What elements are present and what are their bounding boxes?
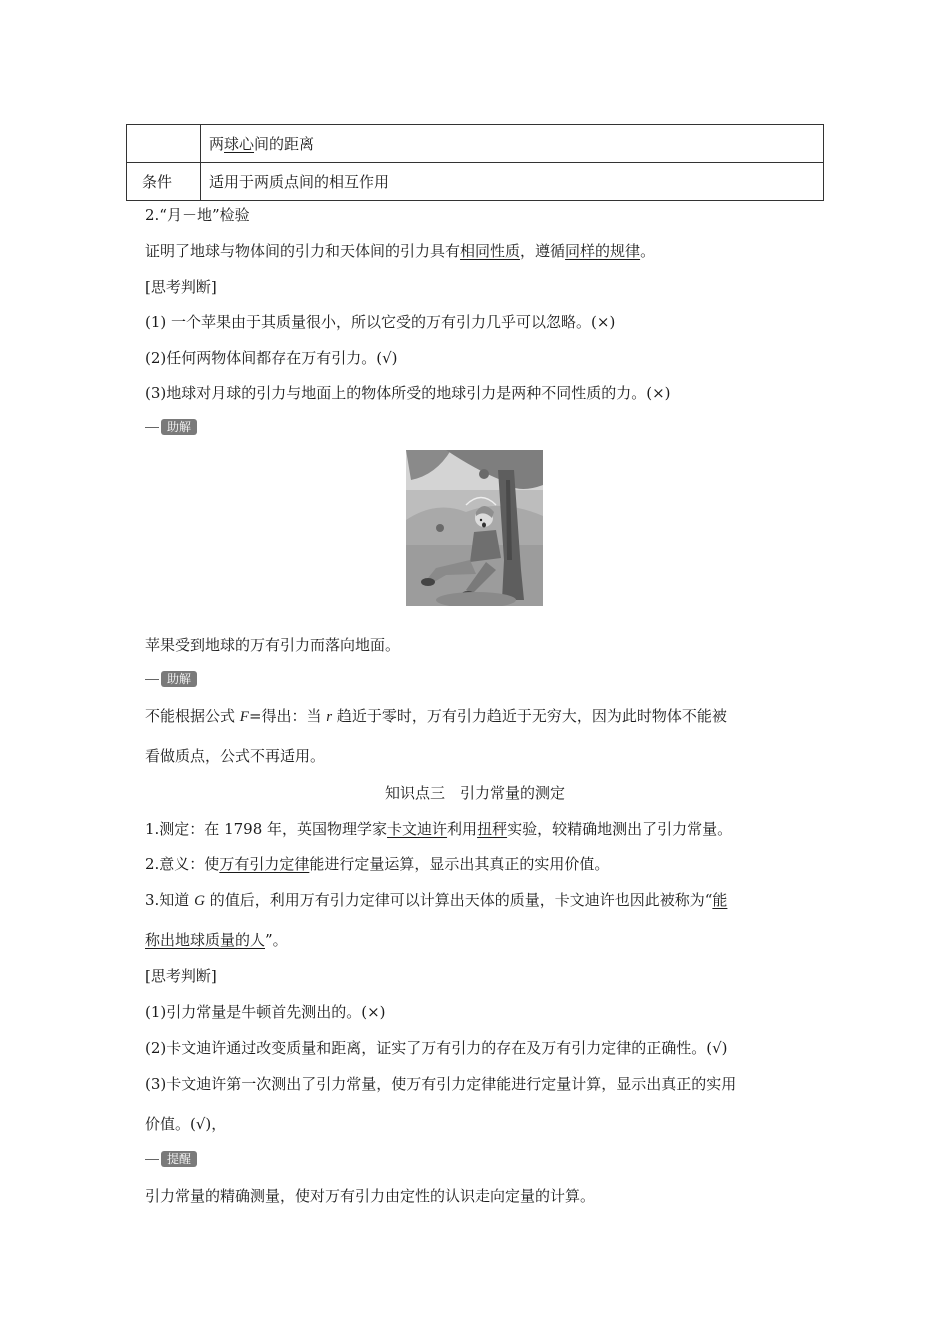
- judgement-item: (1) 一个苹果由于其质量很小，所以它受的万有引力几乎可以忽略。(×): [145, 313, 616, 331]
- paragraph: 证明了地球与物体间的引力和天体间的引力具有相同性质，遵循同样的规律。: [145, 242, 656, 260]
- help-tag: [145, 671, 197, 687]
- table-cell-text: 适用于两质点间的相互作用: [201, 163, 824, 201]
- table-row: [127, 163, 824, 201]
- judgement-item: (2)卡文迪许通过改变质量和距离，证实了万有引力的存在及万有引力定律的正确性。(√): [145, 1039, 728, 1057]
- tag-dash: [145, 427, 159, 428]
- section-title: 2.“月－地”检验: [145, 206, 250, 224]
- section-heading: 知识点三 引力常量的测定: [384, 784, 565, 802]
- table-cell-label: [127, 125, 201, 163]
- list-item: 3.知道 G 的值后，利用万有引力定律可以计算出天体的质量，卡文迪许也因此被称为“能: [145, 891, 728, 909]
- illustration-caption: 苹果受到地球的万有引力而落向地面。: [145, 636, 401, 654]
- think-header: [思考判断]: [145, 967, 217, 985]
- judgement-item: (2)任何两物体间都存在万有引力。(√): [145, 349, 398, 367]
- judgement-item: (1)引力常量是牛顿首先测出的。(×): [145, 1003, 386, 1021]
- list-item-continued: 称出地球质量的人”。: [145, 931, 288, 949]
- condition-table: [126, 124, 824, 201]
- list-item: 2.意义：使万有引力定律能进行定量运算，显示出其真正的实用价值。: [145, 855, 610, 873]
- table-cell-label: 条件: [127, 163, 201, 201]
- help-paragraph-line: 看做质点，公式不再适用。: [145, 747, 326, 765]
- judgement-item: (3)地球对月球的引力与地面上的物体所受的地球引力是两种不同性质的力。(×): [145, 384, 671, 402]
- help-tag: [145, 419, 197, 435]
- tag-label: 助解: [161, 419, 197, 435]
- judgement-item: (3)卡文迪许第一次测出了引力常量，使万有引力定律能进行定量计算，显示出真正的实用: [145, 1075, 737, 1093]
- tip-text: 引力常量的精确测量，使对万有引力由定性的认识走向定量的计算。: [145, 1187, 596, 1205]
- tip-tag: [145, 1151, 197, 1167]
- judgement-item-continued: 价值。(√)，: [145, 1115, 227, 1133]
- tag-dash: [145, 1159, 159, 1160]
- table-cell-text: 两球心间的距离: [201, 125, 824, 163]
- tag-label: 助解: [161, 671, 197, 687]
- table-row: [127, 125, 824, 163]
- help-paragraph-line: 不能根据公式 F=得出：当 r 趋近于零时，万有引力趋近于无穷大，因为此时物体不能被: [145, 707, 727, 725]
- tag-label: 提醒: [161, 1151, 197, 1167]
- newton-apple-illustration: [406, 450, 543, 606]
- list-item: 1.测定：在 1798 年，英国物理学家卡文迪许利用扭秤实验，较精确地测出了引力常量。: [145, 820, 733, 838]
- tag-dash: [145, 679, 159, 680]
- think-header: [思考判断]: [145, 278, 217, 296]
